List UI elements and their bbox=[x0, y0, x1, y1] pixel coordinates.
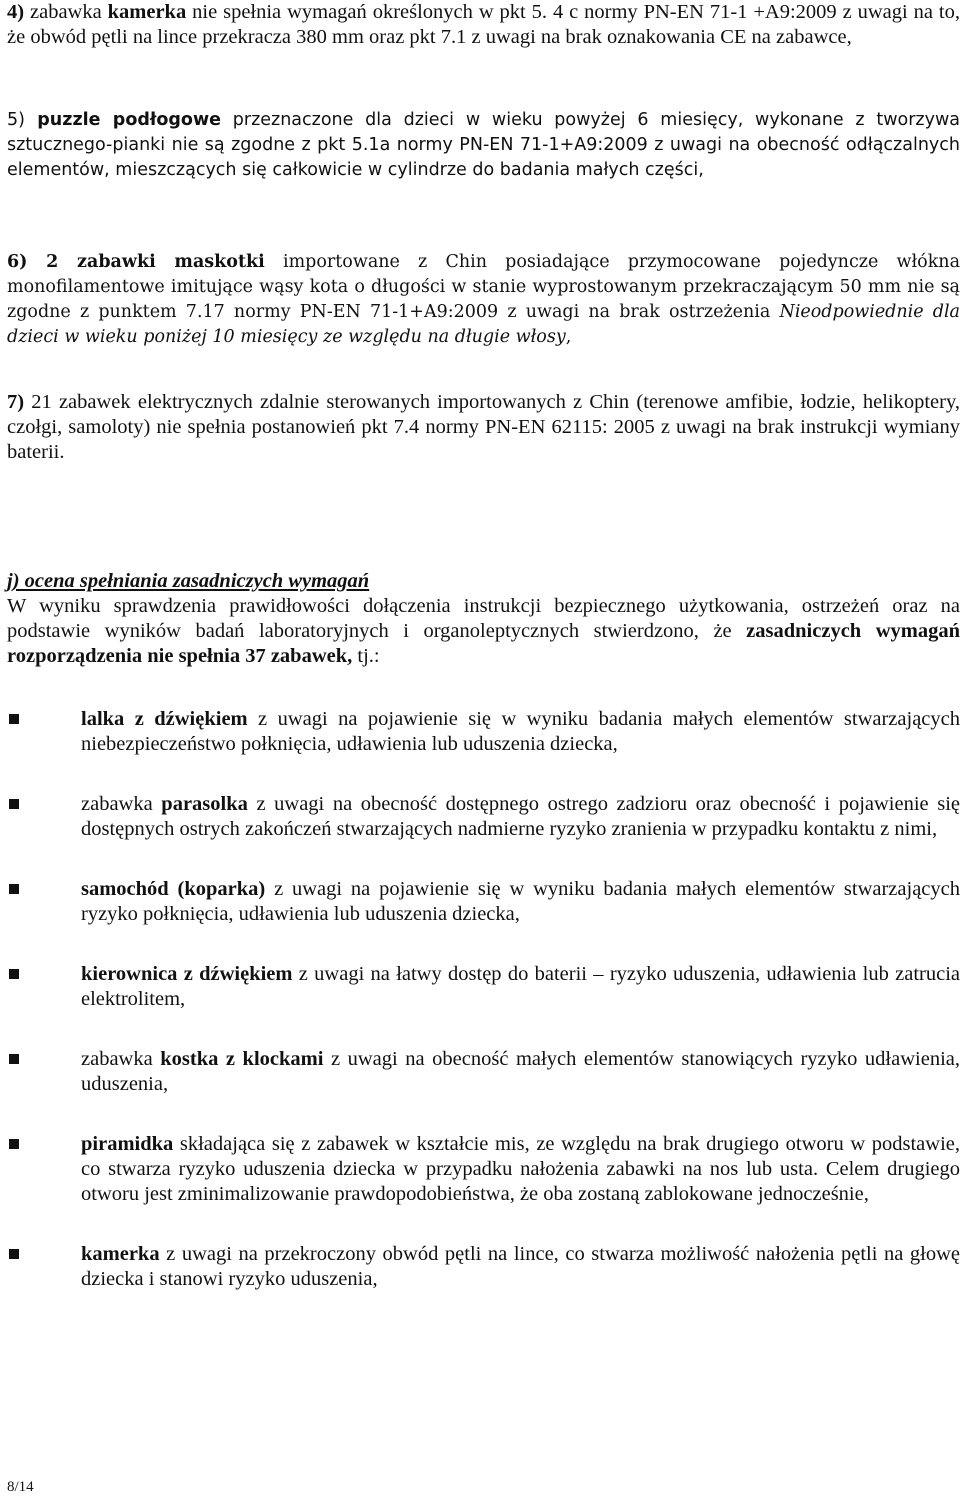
list-item: piramidka składająca się z zabawek w kształcie mis, ze względu na brak drugiego otworu w podstawie, co stwarza ryzyko uduszenia dziecka w przypadku nałożenia zabawki na nos lub usta. Celem drugiego otworu jest zminimalizowanie prawdopodobieństwa, że oba zostaną zablokowane jednocześnie, bbox=[7, 1132, 960, 1207]
list-item: kierownica z dźwiękiem z uwagi na łatwy dostęp do baterii – ryzyko uduszenia, udławienia lub zatrucia elektrolitem, bbox=[7, 962, 960, 1012]
noncompliant-toys-list bbox=[7, 707, 960, 1327]
paragraph-4: 4) zabawka kamerka nie spełnia wymagań określonych w pkt 5. 4 c normy PN-EN 71-1 +A9:2009 z uwagi na to, że obwód pętli na lince przekracza 380 mm oraz pkt 7.1 z uwagi na brak oznakowania CE na zabawce, bbox=[7, 1, 960, 48]
paragraph-5: 5) puzzle podłogowe przeznaczone dla dzieci w wieku powyżej 6 miesięcy, wykonane z tworzywa sztucznego-pianki nie są zgodne z pkt 5.1a normy PN-EN 71-1+A9:2009 z uwagi na obecność odłączalnych elementów, mieszczących się całkowicie w cylindrze do badania małych części, bbox=[7, 110, 960, 180]
square-bullet-icon bbox=[9, 1249, 19, 1259]
list-item: zabawka kostka z klockami z uwagi na obecność małych elementów stanowiących ryzyko udławienia, uduszenia, bbox=[7, 1047, 960, 1097]
square-bullet-icon bbox=[9, 1139, 19, 1149]
paragraph-6: 6) 2 zabawki maskotki importowane z Chin posiadające przymocowane pojedyncze włókna monofilamentowe imitujące wąsy kota o długości w stanie wyprostowanym przekraczającym 50 mm nie są zgodne z punktem 7.17 normy PN-EN 71-1+A9:2009 z uwagi na brak ostrzeżenia Nieodpowiednie dla dzieci w wieku poniżej 10 miesięcy ze względu na długie włosy, bbox=[7, 252, 960, 347]
paragraph-number: 4) bbox=[7, 1, 25, 23]
paragraph-number: 7) bbox=[7, 391, 25, 413]
square-bullet-icon bbox=[9, 884, 19, 894]
square-bullet-icon bbox=[9, 969, 19, 979]
list-item: samochód (koparka) z uwagi na pojawienie się w wyniku badania małych elementów stwarzających ryzyko połknięcia, udławienia lub uduszenia dziecka, bbox=[7, 877, 960, 927]
square-bullet-icon bbox=[9, 1054, 19, 1064]
list-item: zabawka parasolka z uwagi na obecność dostępnego ostrego zadzioru oraz obecność i pojawienie się dostępnych ostrych zakończeń stwarzających nadmierne ryzyko zranienia w przypadku kontaktu z nimi, bbox=[7, 792, 960, 842]
page-number: 8/14 bbox=[7, 1479, 34, 1495]
paragraph-number: 5) bbox=[7, 110, 25, 130]
section-heading: j) ocena spełniania zasadniczych wymagań bbox=[7, 570, 370, 592]
list-item: lalka z dźwiękiem z uwagi na pojawienie się w wyniku badania małych elementów stwarzających niebezpieczeństwo połknięcia, udławienia lub uduszenia dziecka, bbox=[7, 707, 960, 757]
paragraph-number: 6) bbox=[7, 252, 28, 272]
list-item: kamerka z uwagi na przekroczony obwód pętli na lince, co stwarza możliwość nałożenia pętli na głowę dziecka i stanowi ryzyko uduszenia, bbox=[7, 1242, 960, 1292]
paragraph-7: 7) 21 zabawek elektrycznych zdalnie sterowanych importowanych z Chin (terenowe amfibie, łodzie, helikoptery, czołgi, samoloty) nie spełnia postanowień pkt 7.4 normy PN-EN 62115: 2005 z uwagi na brak instrukcji wymiany baterii. bbox=[7, 391, 960, 463]
square-bullet-icon bbox=[9, 799, 19, 809]
section-text: W wyniku sprawdzenia prawidłowości dołączenia instrukcji bezpiecznego użytkowania, ostrzeżeń oraz na podstawie wyników badań laboratoryjnych i organoleptycznych stwierdzono, że zasadniczych wymagań rozporządzenia nie spełnia 37 zabawek, tj.: bbox=[7, 595, 960, 667]
section-j bbox=[7, 569, 960, 669]
square-bullet-icon bbox=[9, 714, 19, 724]
